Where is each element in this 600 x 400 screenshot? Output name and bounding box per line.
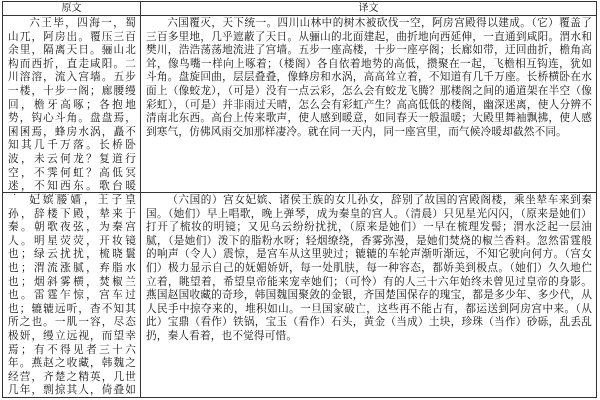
translation-text-row-2 [146,194,592,398]
column-divider [140,2,141,397]
translation-paragraph-2: （六国的）宫女妃嫔、诸侯王族的女儿孙女，辞别了故国的宫殿阁楼，乘坐辇车来到秦国。（她们）早上唱歌，晚上弹琴，成为秦皇的宫人。（清晨）只见星光闪闪，（原来是她们）打开了梳妆的明镜；又见乌云纷纷扰扰，（原来是她们）一早在梳理发髻；渭水泛起一层油腻，（是她们）泼下的脂粉水呀；轻烟缭绕，香雾弥漫，是她们焚烧的椒兰香料。忽然雷霆般的响声（令人）震惊，是宫车从这里驶过；辘辘的车轮声渐听渐远，不知它驶向何方。（宫女们）极力显示自己的妩媚娇妍，每一处肌肤，每一种容态，都娇美到极点。（她们）久久地伫立着，眺望着，希望皇帝能来宠幸她们；（可怜）有的人三十六年始终未曾见过皇帝的身影。燕国赵国收藏的奇珍，韩国魏国聚敛的金银，齐国楚国保存的瑰宝，都是多少年、多少代，从人民手中掠夺来的，堆积如山。一旦国家破亡，这些再不能占有，都运送到阿房宫中来。（从此）宝鼎（看作）铁锅，宝玉（看作）石头，黄金（当成）土块，珍珠（当作）砂砾，乱丢乱扔，秦人看着，也不觉得可惜。 [146,194,592,342]
translation-text-row-1 [146,17,592,195]
original-text-row-1 [8,17,136,195]
translation-paragraph-1: 六国覆灭，天下统一。四川山林中的树木被砍伐一空，阿房宫殿得以建成。（它）覆盖了三百多里地，几乎遮蔽了天日。从骊山的北面建起，曲折地向西延伸，一直通到咸阳。渭水和樊川，浩浩荡荡地流进了宫墙。五步一座高楼，十步一座亭阁；长廊如带，迂回曲折，檐角高耸，像鸟嘴一样向上啄着；（楼阁）各自依着地势的高低，攒聚在一起，飞檐相互钩连，犹如斗角。盘旋回曲，层层叠叠，像蜂房和水涡，高高耸立着，不知道有几千万座。长桥横卧在水面上（像蛟龙），（可是）没有一点云彩，怎么会有蛟龙飞腾？那楼阁之间的通道架在半空（像彩虹），（可是）并非雨过天晴，怎么会有彩虹产生？高高低低的楼阁，幽深迷离，使人分辨不清南北东西。高台上传来歌声，使人感到暖意，如同春天一般温暖；大殿里舞袖飘拂，使人感到寒气，仿佛风雨交加那样凄冷。就在同一天内，同一座宫里，而气候冷暖却截然不同。 [146,17,592,138]
original-text-row-2 [8,194,136,398]
header-original: 原文 [61,3,82,14]
table-header [3,2,596,16]
original-paragraph-1: 六王毕，四海一，蜀山兀，阿房出。覆压三百余里，隔离天日。骊山北构而西折，直走咸阳。二川溶溶，流入宫墙。五步一楼，十步一阁；廊腰缦回，檐牙高啄；各抱地势，钩心斗角。盘盘焉，囷囷焉，蜂房水涡，矗不知其几千万落。长桥卧波，未云何龙？复道行空，不霁何虹？高低冥迷，不知西东。歌台暖 [8,17,136,193]
header-translation: 译文 [358,3,379,14]
comparison-table [2,1,597,398]
original-paragraph-2: 妃嫔媵嫱，王子皇孙，辞楼下殿，辇来于秦。朝歌夜弦，为秦宫人。明星荧荧，开妆镜也；绿云扰扰，梳晓鬟也；渭流涨腻，弃脂水也；烟斜雾横，焚椒兰也。雷霆乍惊，宫车过也；辘辘远听，杳不知其所之也。一肌一容，尽态极妍，缦立远视，而望幸焉；有不得见者三十六年。燕赵之收藏，韩魏之经营，齐楚之精英，几世几年，剽掠其人，倚叠如 [8,194,136,397]
